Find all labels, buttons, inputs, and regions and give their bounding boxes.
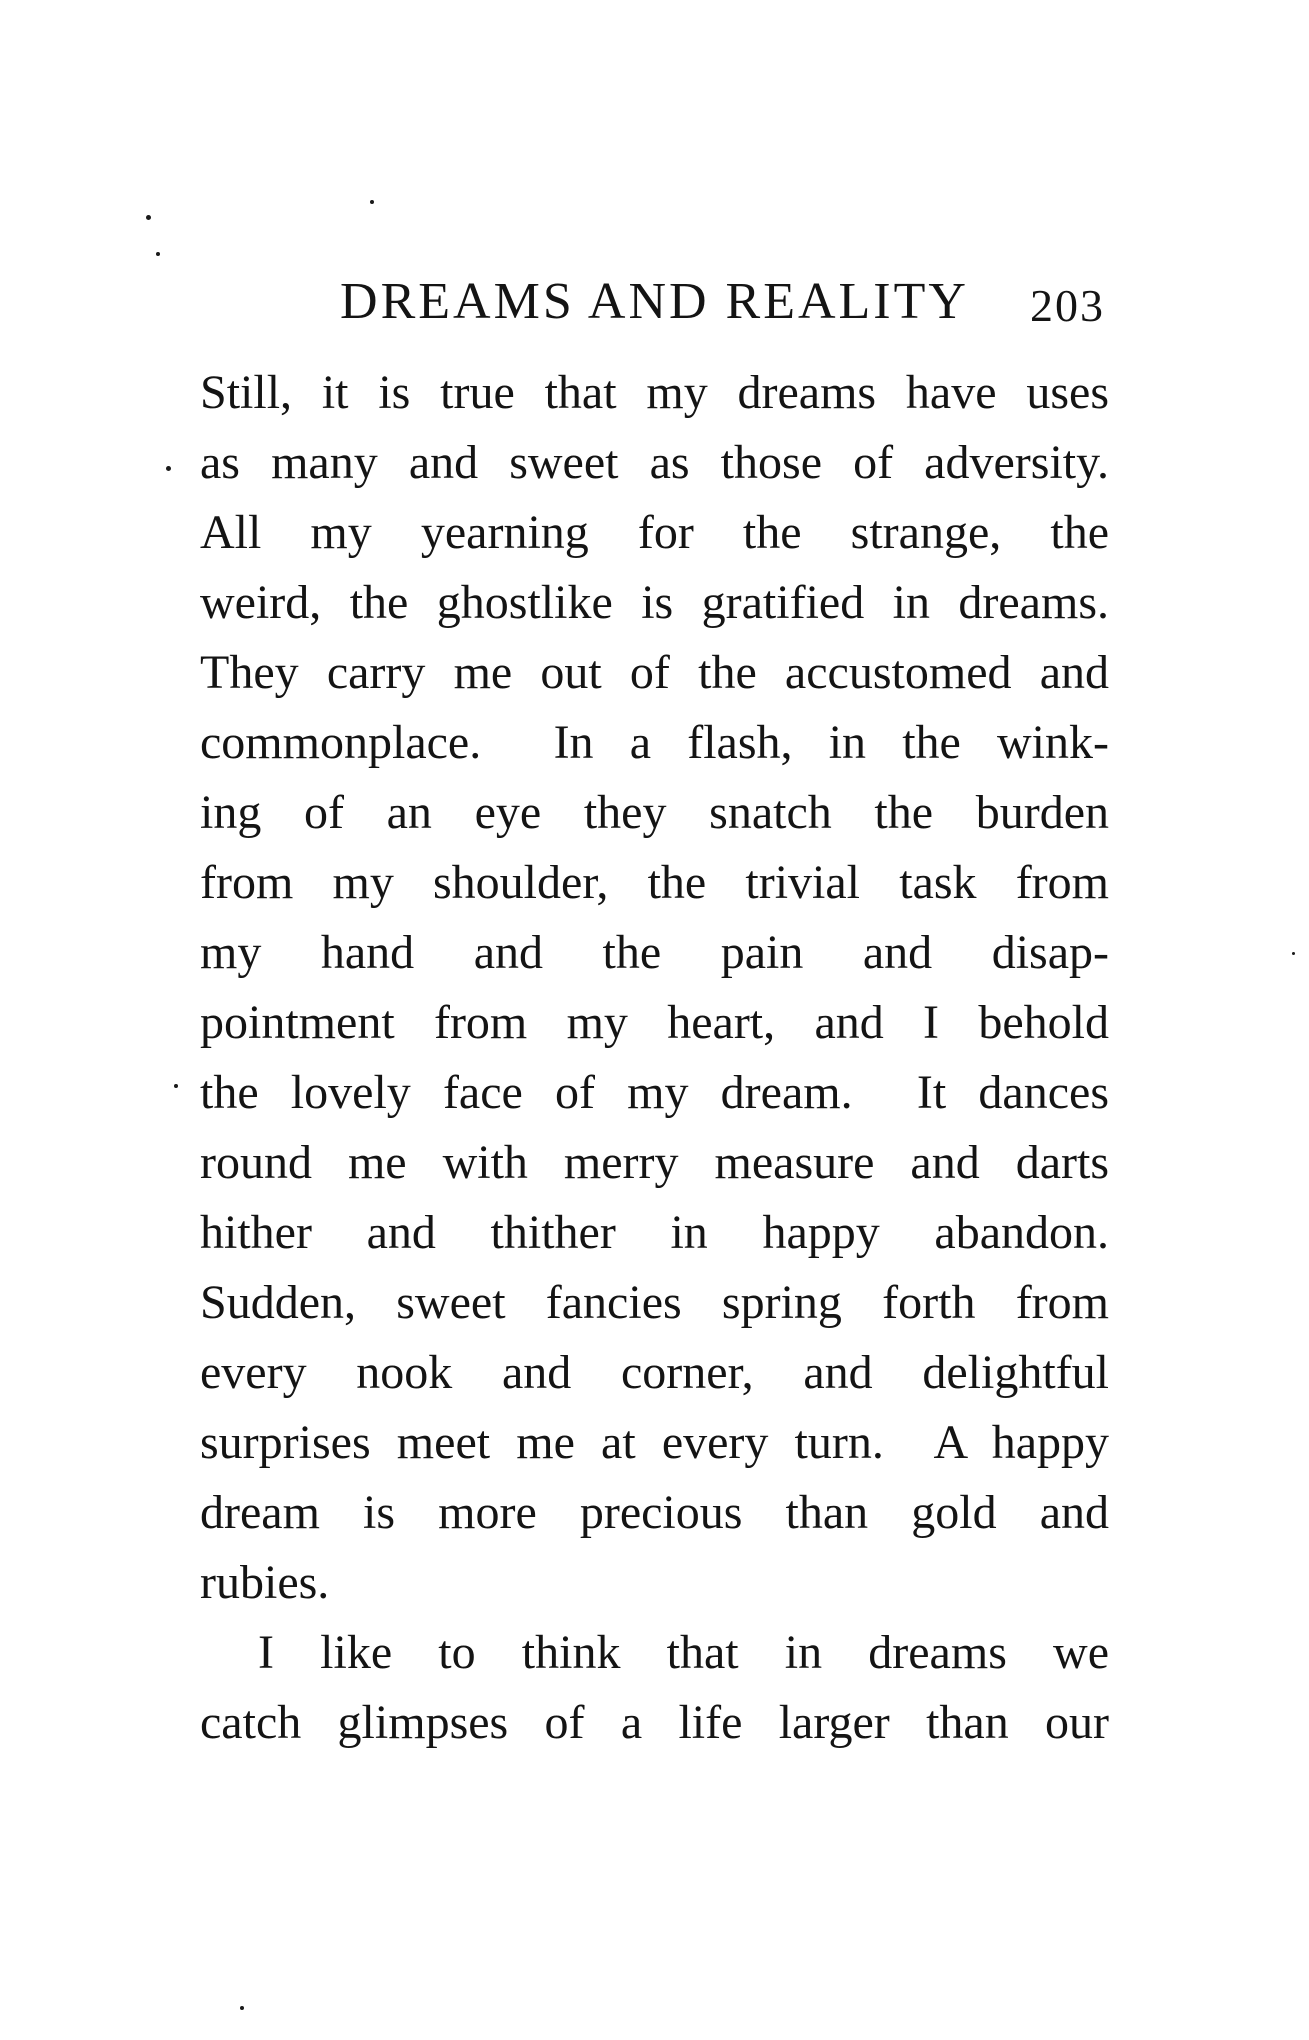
text-line: pointment from my heart, and I behold	[200, 996, 1109, 1049]
scan-speck	[166, 466, 171, 471]
scan-speck	[174, 1084, 178, 1088]
running-head-title: DREAMS AND REALITY	[340, 273, 969, 330]
text-line: the lovely face of my dream. It dances	[200, 1066, 1109, 1119]
text-line: from my shoulder, the trivial task from	[200, 856, 1109, 909]
text-line: I like to think that in dreams we	[258, 1626, 1109, 1679]
text-line: every nook and corner, and delightful	[200, 1346, 1109, 1399]
text-line: dream is more precious than gold and	[200, 1486, 1109, 1539]
scan-speck	[1292, 952, 1295, 955]
text-line: catch glimpses of a life larger than our	[200, 1696, 1109, 1749]
text-line: round me with merry measure and darts	[200, 1136, 1109, 1189]
text-line: hither and thither in happy abandon.	[200, 1206, 1109, 1259]
text-line: my hand and the pain and disap-	[200, 926, 1109, 979]
text-line: rubies.	[200, 1556, 330, 1609]
text-line: ing of an eye they snatch the burden	[200, 786, 1109, 839]
text-line: weird, the ghostlike is gratified in dreams.	[200, 576, 1109, 629]
text-line: They carry me out of the accustomed and	[200, 646, 1109, 699]
page-number: 203	[1030, 280, 1105, 331]
scan-speck	[240, 2006, 244, 2010]
text-line: as many and sweet as those of adversity.	[200, 436, 1109, 489]
text-line: surprises meet me at every turn. A happy	[200, 1416, 1109, 1469]
text-line: commonplace. In a flash, in the wink-	[200, 716, 1109, 769]
text-line: All my yearning for the strange, the	[200, 506, 1109, 559]
scan-speck	[146, 215, 151, 220]
text-line: Still, it is true that my dreams have uses	[200, 366, 1109, 419]
body-text	[200, 358, 1109, 1758]
page-header	[200, 273, 1109, 331]
text-line: Sudden, sweet fancies spring forth from	[200, 1276, 1109, 1329]
scan-speck	[156, 252, 160, 256]
scan-speck	[370, 200, 374, 204]
